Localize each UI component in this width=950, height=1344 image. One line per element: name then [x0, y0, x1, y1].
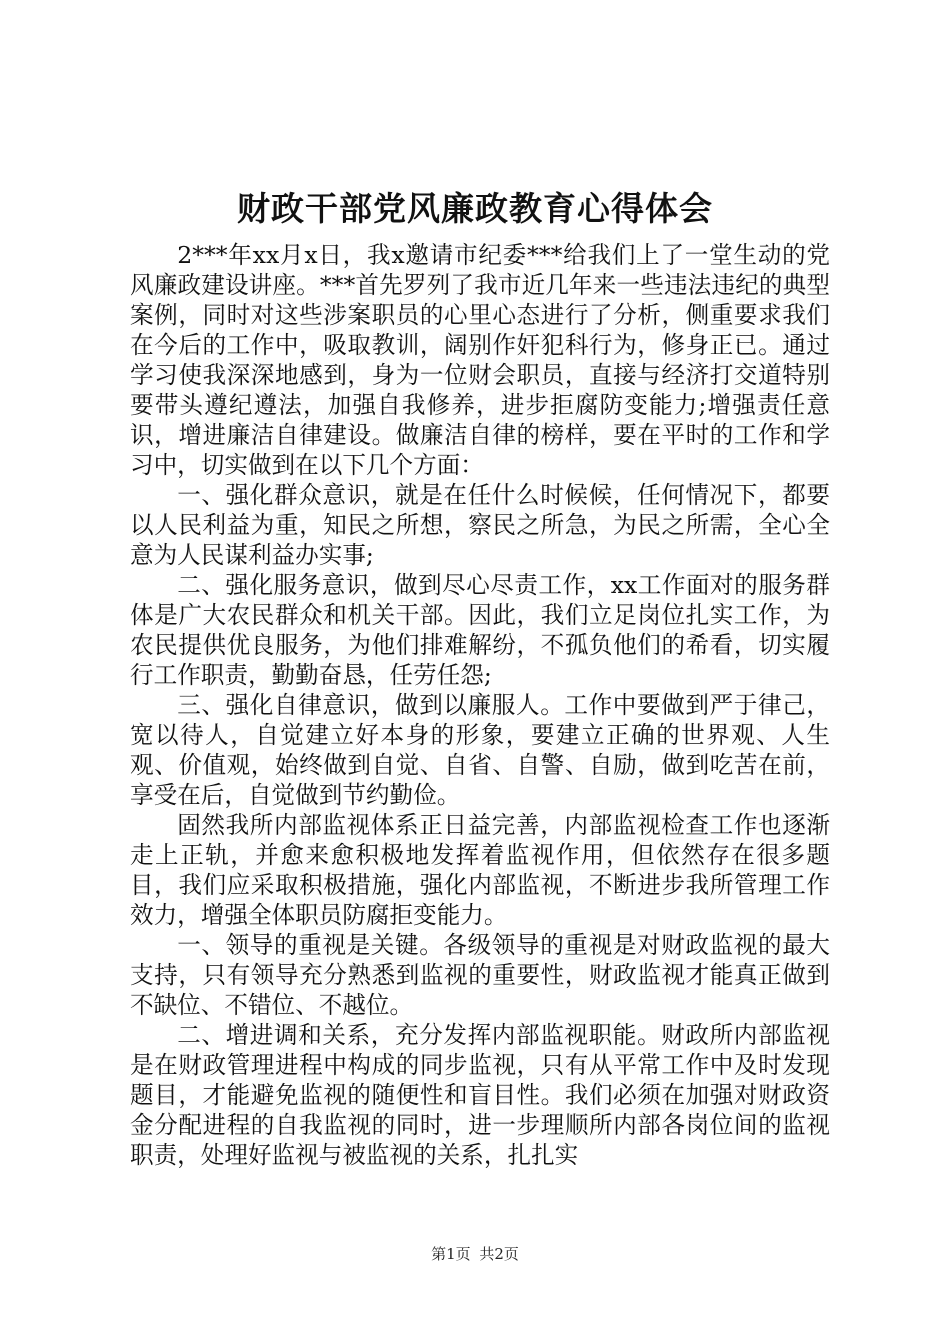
paragraph: 一、强化群众意识，就是在任什么时候候，任何情况下，都要以人民利益为重，知民之所想，察民之所急，为民之所需，全心全意为人民谋利益办实事; [130, 481, 830, 569]
page-number: 第1页 [431, 1245, 471, 1263]
page-footer [0, 1243, 950, 1264]
paragraph: 三、强化自律意识，做到以廉服人。工作中要做到严于律己，宽以待人，自觉建立好本身的形象，要建立正确的世界观、人生观、价值观，始终做到自觉、自省、自警、自励，做到吃苦在前，享受在后，自觉做到节约勤俭。 [130, 691, 830, 809]
paragraph: 二、增进调和关系，充分发挥内部监视职能。财政所内部监视是在财政管理进程中构成的同步监视，只有从平常工作中及时发现题目，才能避免监视的随便性和盲目性。我们必须在加强对财政资金分配进程的自我监视的同时，进一步理顺所内部各岗位间的监视职责，处理好监视与被监视的关系，扎扎实 [130, 1021, 830, 1169]
page-count: 共2页 [479, 1245, 519, 1263]
paragraph: 固然我所内部监视体系正日益完善，内部监视检查工作也逐渐走上正轨，并愈来愈积极地发挥着监视作用，但依然存在很多题目，我们应采取积极措施，强化内部监视，不断进步我所管理工作效力，增强全体职员防腐拒变能力。 [130, 811, 830, 929]
document-body [130, 240, 830, 1170]
paragraph: 二、强化服务意识，做到尽心尽责工作，xx工作面对的服务群体是广大农民群众和机关干部。因此，我们立足岗位扎实工作，为农民提供优良服务，为他们排难解纷，不孤负他们的希看，切实履行工作职责，勤勤奋恳，任劳任怨; [130, 571, 830, 689]
paragraph: 2***年xx月x日，我x邀请市纪委***给我们上了一堂生动的党风廉政建设讲座。***首先罗列了我市近几年来一些违法违纪的典型案例，同时对这些涉案职员的心里心态进行了分析，侧重要求我们在今后的工作中，吸取教训，阔别作奸犯科行为，修身正已。通过学习使我深深地感到，身为一位财会职员，直接与经济打交道特别要带头遵纪遵法，加强自我修养，进步拒腐防变能力;增强责任意识，增进廉洁自律建设。做廉洁自律的榜样，要在平时的工作和学习中，切实做到在以下几个方面： [130, 241, 830, 479]
paragraph: 一、领导的重视是关键。各级领导的重视是对财政监视的最大支持，只有领导充分熟悉到监视的重要性，财政监视才能真正做到不缺位、不错位、不越位。 [130, 931, 830, 1019]
document-title: 财政干部党风廉政教育心得体会 [237, 189, 713, 228]
